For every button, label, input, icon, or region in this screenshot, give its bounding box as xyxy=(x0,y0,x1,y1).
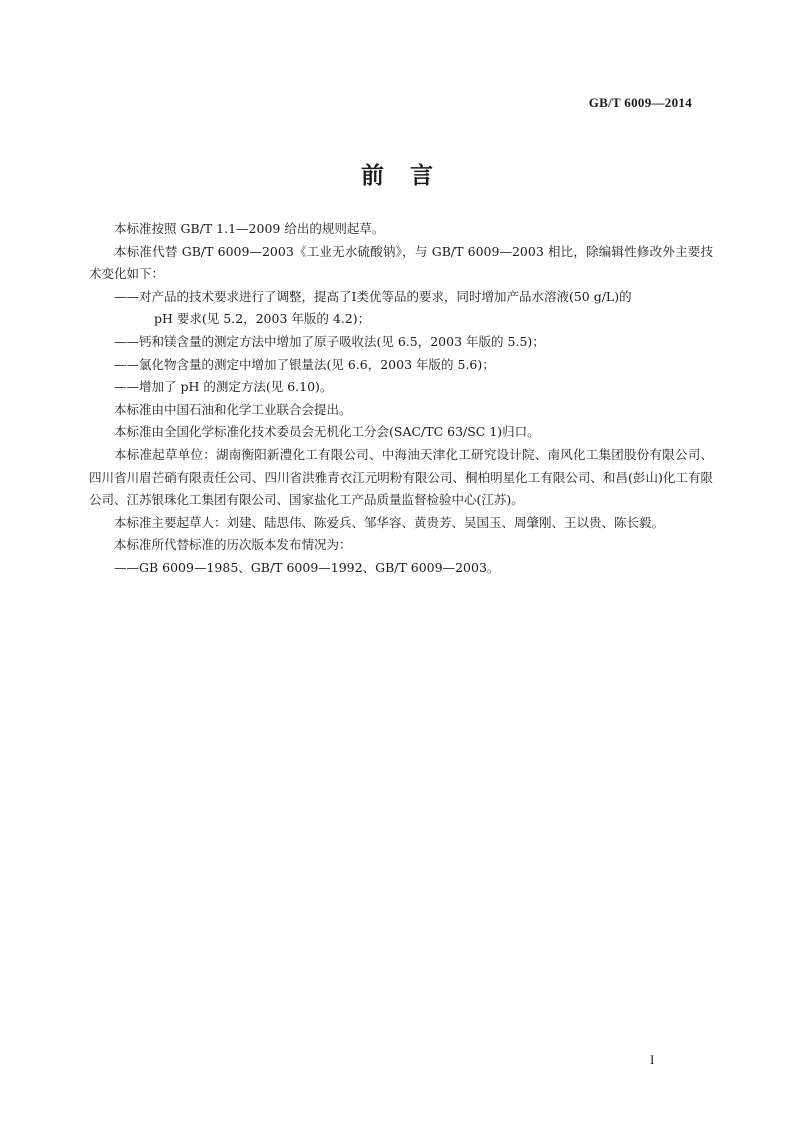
paragraph-drafters: 本标准主要起草人：刘建、陆思伟、陈爱兵、邹华容、黄贵芳、吴国玉、周肇刚、王以贵、陈长毅。 xyxy=(114,514,665,530)
paragraph-centralized-by: 本标准由全国化学标准化技术委员会无机化工分会(SAC/TC 63/SC 1)归口。 xyxy=(114,424,540,440)
change-item-requirements: ——对产品的技术要求进行了调整，提高了Ⅰ类优等品的要求，同时增加产品水溶液(50 g/L)的 xyxy=(114,288,632,304)
preface-body xyxy=(89,218,713,580)
page-number: I xyxy=(650,1052,655,1067)
change-item-requirements-cont: pH 要求(见 5.2，2003 年版的 4.2)； xyxy=(154,311,371,327)
standard-number: GB/T 6009—2014 xyxy=(588,95,692,110)
change-item-chloride: ——氯化物含量的测定中增加了银量法(见 6.6，2003 年版的 5.6)； xyxy=(114,356,495,372)
paragraph-history: 本标准所代替标准的历次版本发布情况为： xyxy=(114,537,352,553)
paragraph-drafting-rules: 本标准按照 GB/T 1.1—2009 给出的规则起草。 xyxy=(114,221,385,236)
change-item-ph: ——增加了 pH 的测定方法(见 6.10)。 xyxy=(114,379,333,395)
paragraph-drafting-units: 本标准起草单位：湖南衡阳新澧化工有限公司、中海油天津化工研究设计院、南风化工集团股份有限公司、四川省川眉芒硝有限责任公司、四川省洪雅青衣江元明粉有限公司、桐柏明星化工有限公司、和昌(彭山)化工有限公司、江苏银珠化工集团有限公司、国家盐化工产品质量监督检验中心(江苏)。 xyxy=(89,446,713,508)
paragraph-replaces: 本标准代替 GB/T 6009—2003《工业无水硫酸钠》，与 GB/T 6009—2003 相比，除编辑性修改外主要技术变化如下： xyxy=(89,243,713,282)
page-title: 前言 xyxy=(361,162,459,189)
change-item-calcium-magnesium: ——钙和镁含量的测定方法中增加了原子吸收法(见 6.5，2003 年版的 5.5)； xyxy=(114,333,545,349)
paragraph-proposed-by: 本标准由中国石油和化学工业联合会提出。 xyxy=(114,401,352,417)
history-item: ——GB 6009—1985、GB/T 6009—1992、GB/T 6009—2003。 xyxy=(114,559,500,575)
